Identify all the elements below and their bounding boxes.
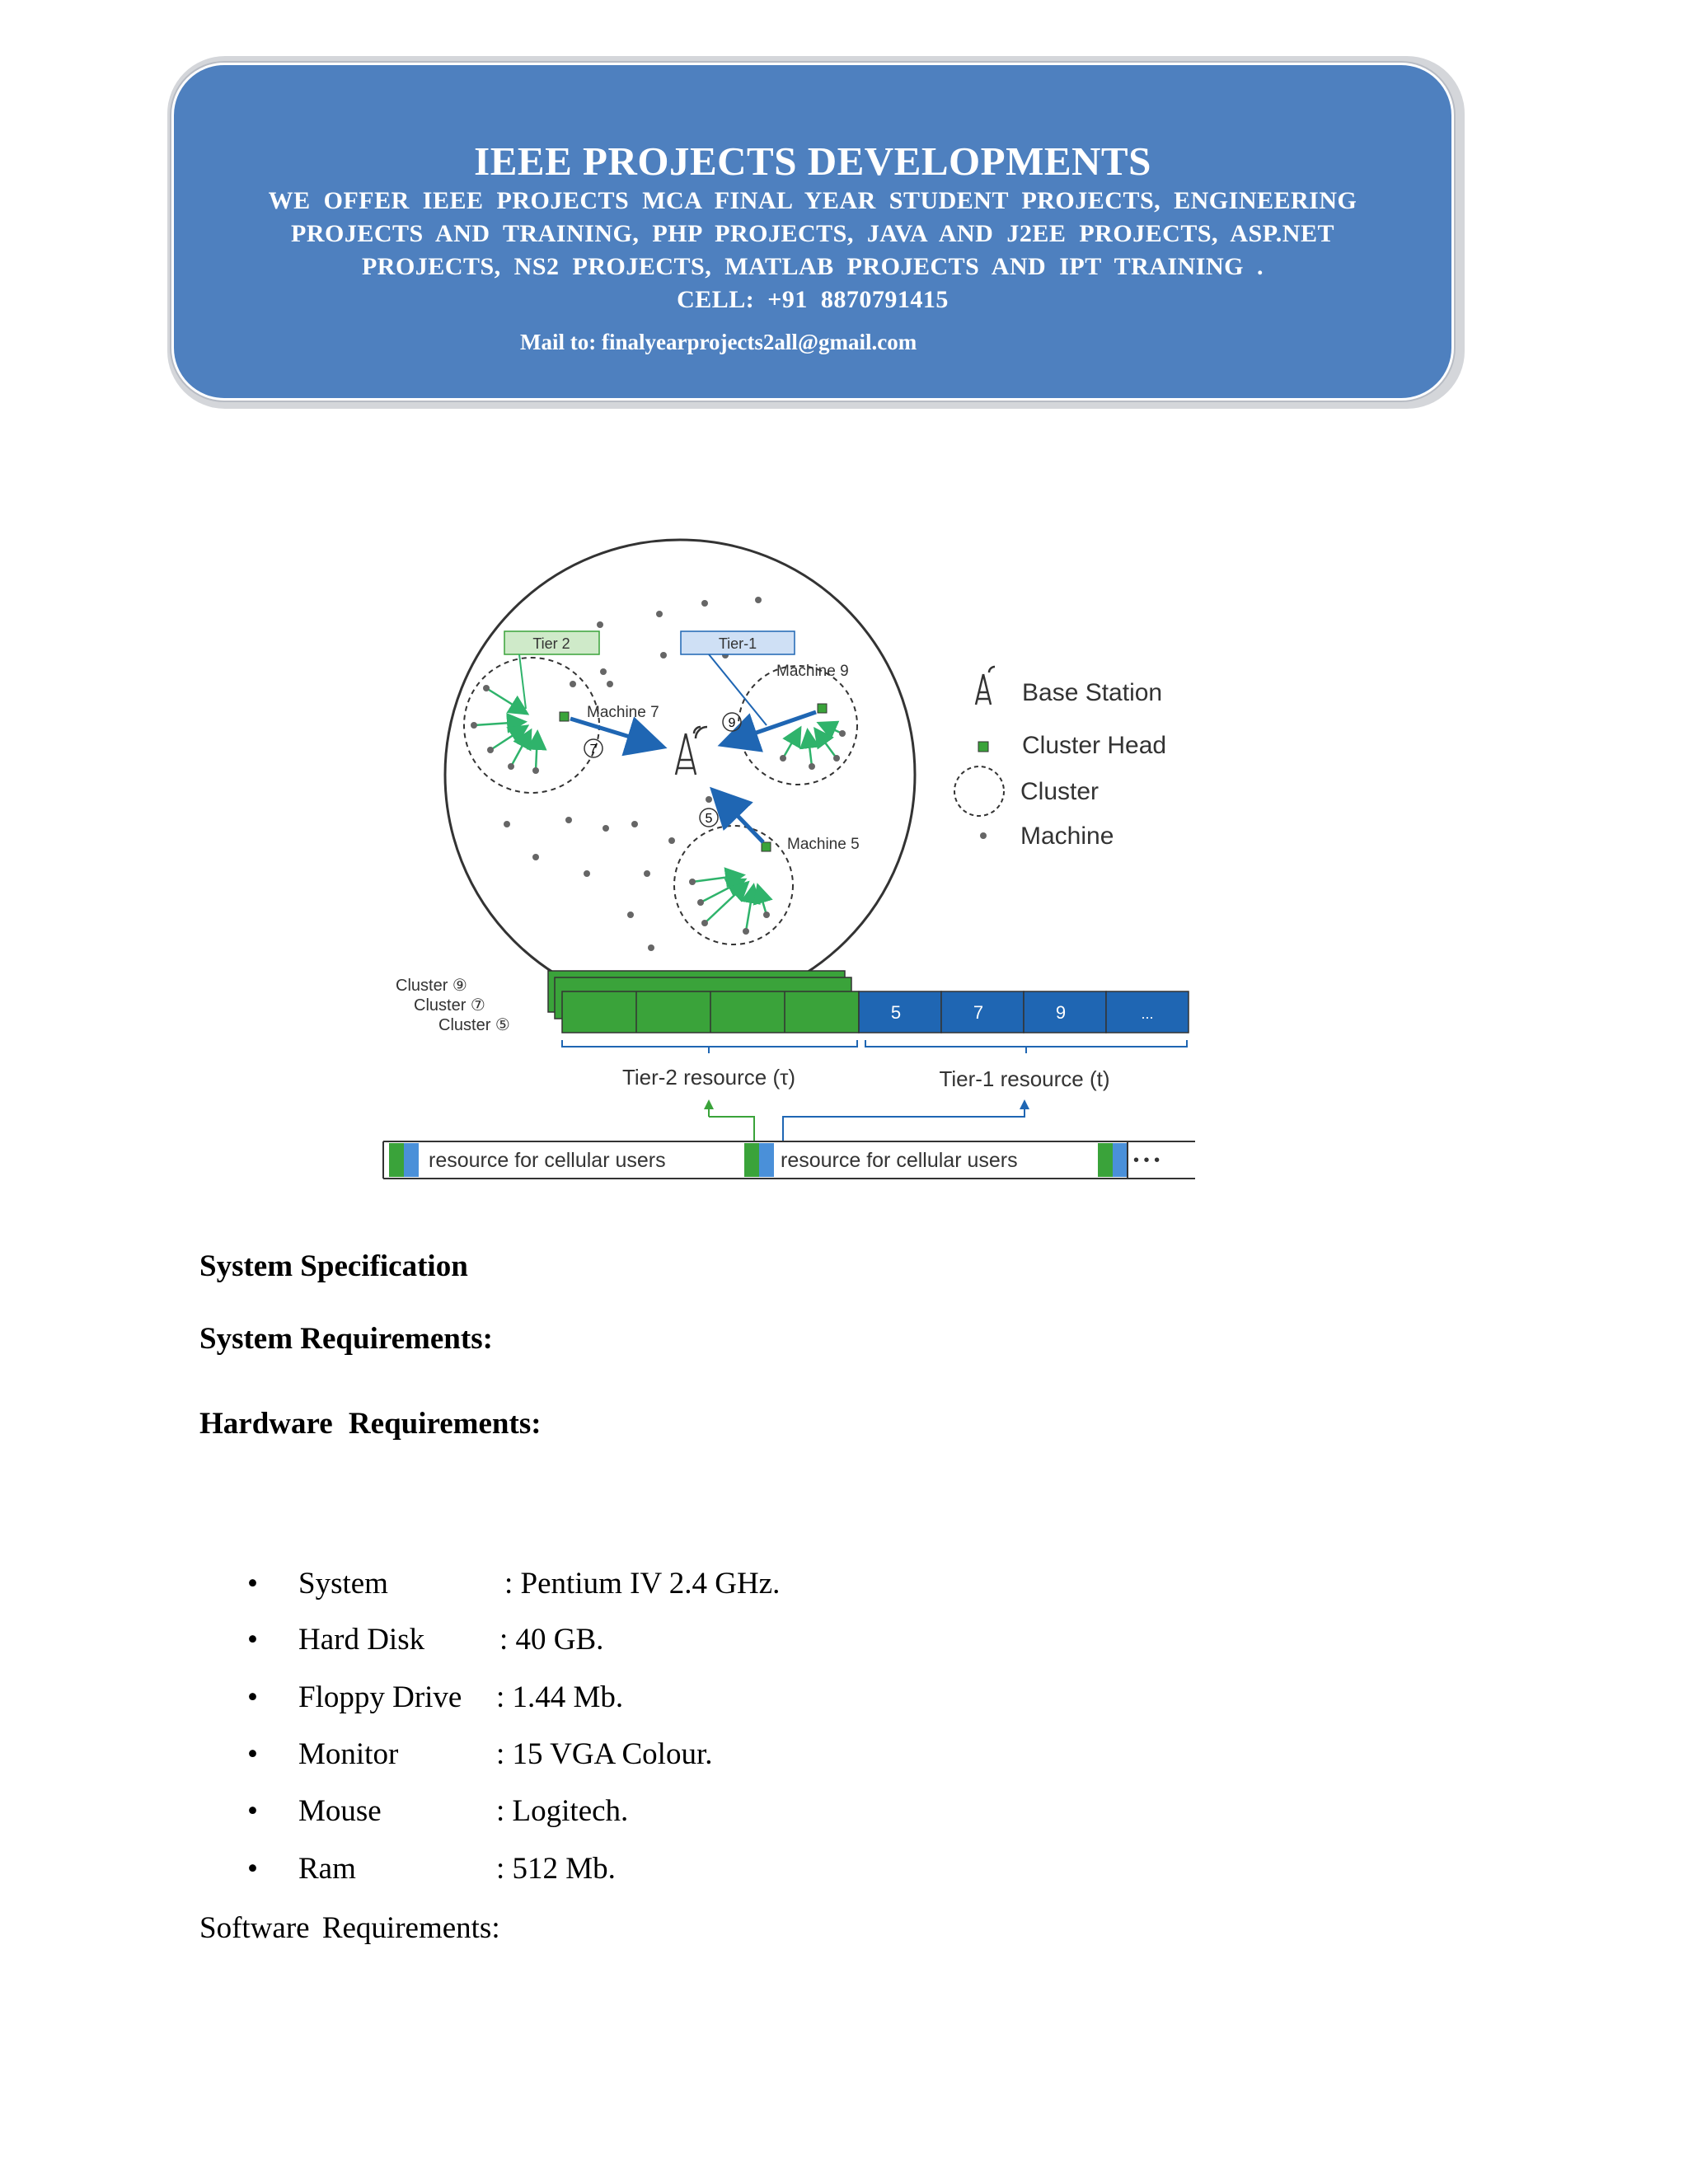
software-requirements-heading: Software Requirements: (199, 1911, 500, 1945)
tier-1-resource-label: Tier-1 resource (t) (939, 1066, 1110, 1091)
bullet: • (247, 1794, 258, 1828)
cluster-label-5: Cluster ⑤ (438, 1016, 510, 1034)
banner-title: IEEE PROJECTS DEVELOPMENTS (474, 138, 1151, 184)
banner-mail: Mail to: finalyearprojects2all@gmail.com (520, 330, 917, 354)
spec-label: Ram (298, 1852, 356, 1886)
marker-9: 9 (728, 716, 736, 730)
timeline-green-2 (744, 1143, 759, 1177)
cluster-head-5 (762, 842, 771, 851)
timeline-blue-1 (404, 1143, 419, 1177)
banner-line-3: PROJECTS, NS2 PROJECTS, MATLAB PROJECTS AND IPT TRAINING . (361, 253, 1264, 280)
hardware-requirements-heading: Hardware Requirements: (199, 1407, 542, 1441)
spec-label: System (298, 1567, 388, 1601)
tier-2-tag: Tier 2 (532, 635, 570, 652)
cluster-9-links (783, 724, 842, 766)
timeline-cellular-2: resource for cellular users (781, 1149, 1018, 1172)
cluster-7-links (474, 688, 537, 771)
legend-cluster: Cluster (1020, 778, 1100, 805)
system-requirements-heading: System Requirements: (199, 1322, 493, 1356)
spec-label: Floppy Drive (298, 1680, 462, 1714)
legend-cluster-icon (954, 766, 1004, 816)
bullet: • (247, 1737, 258, 1771)
timeline-more: • • • (1133, 1151, 1160, 1169)
legend-base-station-icon (976, 667, 995, 705)
bullet: • (247, 1567, 258, 1601)
tier-2-pointer (519, 654, 526, 709)
timeline-blue-2 (759, 1143, 774, 1177)
uplink-arrows (570, 712, 816, 842)
spec-value: : 15 VGA Colour. (496, 1737, 713, 1771)
tier-1-cell-more: ... (1141, 1005, 1154, 1022)
cluster-head-7 (560, 712, 569, 721)
legend-base-station: Base Station (1022, 679, 1163, 706)
marker-5: 5 (705, 812, 713, 826)
legend-cluster-head: Cluster Head (1022, 732, 1167, 759)
tier-1-cell-9: 9 (1055, 1002, 1067, 1023)
bullet: • (247, 1852, 258, 1886)
coverage-circle (445, 540, 915, 1010)
network-diagram-svg (379, 536, 1203, 1195)
cluster-label-9: Cluster ⑨ (396, 977, 467, 995)
timeline-cellular-1: resource for cellular users (429, 1149, 666, 1172)
legend-machine: Machine (1020, 823, 1114, 850)
tier-1-cell-5: 5 (890, 1002, 902, 1023)
spec-value: : 512 Mb. (496, 1852, 616, 1886)
spec-label: Monitor (298, 1737, 399, 1771)
marker-7: 7 (589, 743, 598, 757)
tier-1-tag: Tier-1 (718, 635, 757, 652)
network-diagram (379, 536, 1203, 1195)
timeline-green-3 (1098, 1143, 1113, 1177)
tier-1-cell-7: 7 (973, 1002, 984, 1023)
spec-label: Hard Disk (298, 1623, 425, 1657)
machine-9-label: Machine 9 (776, 663, 849, 680)
legend-machine-icon (980, 832, 987, 839)
spec-value: : 1.44 Mb. (496, 1680, 624, 1714)
legend-cluster-head-icon (978, 742, 988, 752)
spec-value: : Pentium IV 2.4 GHz. (504, 1567, 781, 1601)
banner-line-1: WE OFFER IEEE PROJECTS MCA FINAL YEAR STUDENT PROJECTS, ENGINEERING (268, 187, 1357, 214)
system-specification-heading: System Specification (199, 1249, 468, 1283)
tier-2-resource-label: Tier-2 resource (τ) (621, 1065, 796, 1090)
timeline-green-1 (389, 1143, 404, 1177)
tier-2-resource-blocks (548, 971, 859, 1033)
machine-7-label: Machine 7 (587, 704, 659, 721)
bullet: • (247, 1680, 258, 1714)
machine-5-label: Machine 5 (787, 836, 860, 853)
spec-value: : 40 GB. (499, 1623, 604, 1657)
cluster-label-7: Cluster ⑦ (414, 996, 485, 1015)
spec-label: Mouse (298, 1794, 382, 1828)
tier-1-resource-blocks (859, 991, 1189, 1033)
header-banner (171, 63, 1454, 401)
spec-value: : Logitech. (496, 1794, 629, 1828)
banner-cell: CELL: +91 8870791415 (677, 286, 949, 313)
resource-braces (562, 1040, 1187, 1053)
banner-line-2: PROJECTS AND TRAINING, PHP PROJECTS, JAVA AND J2EE PROJECTS, ASP.NET (291, 220, 1334, 247)
timeline-blue-3 (1113, 1143, 1128, 1177)
bullet: • (247, 1623, 258, 1657)
cluster-head-9 (818, 704, 827, 713)
cluster-9 (738, 666, 857, 785)
base-station-icon (676, 727, 707, 775)
